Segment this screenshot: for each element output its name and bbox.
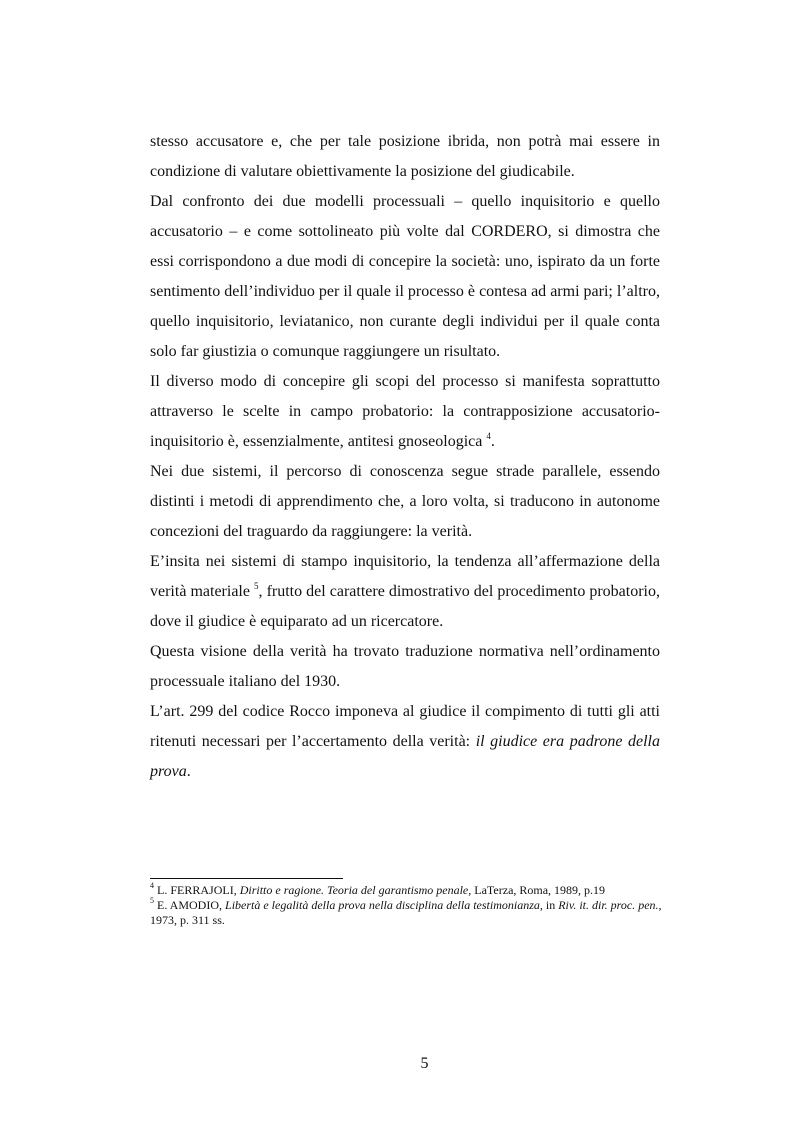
footnote-separator	[150, 878, 343, 879]
footnote-4: $^4$ L. FERRAJOLI, Diritto e ragione. Teoria del garantismo penale, LaTerza, Roma, 1989, p.19	[150, 881, 606, 897]
paragraph: L’art. 299 del codice Rocco imponeva al giudice il compimento di tutti gli atti ritenuti necessari per l’accertamento della verità: il giudice era padrone della prova.	[150, 703, 660, 780]
footnote-ref: 4	[486, 430, 491, 441]
paragraph: Questa visione della verità ha trovato traduzione normativa nell’ordinamento processuale italiano del 1930.	[150, 643, 660, 690]
footnote-ref: 5	[254, 580, 259, 591]
paragraph: E’insita nei sistemi di stampo inquisitorio, la tendenza all’affermazione della verità materiale $^5$, frutto del carattere dimostrativo del procedimento probatorio, dove il giudice è equiparato ad un ricercatore.	[150, 553, 661, 630]
paragraph: Il diverso modo di concepire gli scopi del processo si manifesta soprattutto attraverso le scelte in campo probatorio: la contrapposizione accusatorio-inquisitorio è, essenzialmente, antitesi gnoseologica $^4$.	[150, 373, 660, 450]
paragraph: Nei due sistemi, il percorso di conoscenza segue strade parallele, essendo distinti i metodi di apprendimento che, a loro volta, si traducono in autonome concezioni del traguardo da raggiungere: la verità.	[150, 463, 660, 540]
page-number: 5	[420, 1055, 429, 1072]
footnotes	[150, 883, 670, 928]
italic-text: il giudice era padrone della prova	[150, 733, 660, 780]
paragraph: stesso accusatore e, che per tale posizione ibrida, non potrà mai essere in condizione di valutare obiettivamente la posizione del giudicabile.	[150, 133, 660, 180]
paragraph: Dal confronto dei due modelli processuali – quello inquisitorio e quello accusatorio – e come sottolineato più volte dal CORDERO, si dimostra che essi corrispondono a due modi di concepire la società: uno, ispirato da un forte sentimento dell’individuo per il quale il processo è contesa ad armi pari; l’altro, quello inquisitorio, leviatanico, non curante degli individui per il quale conta solo far giustizia o comunque raggiungere un risultato.	[150, 193, 660, 360]
author-name: CORDERO	[471, 223, 548, 240]
footnote-5: $^5$ E. AMODIO, Libertà e legalità della prova nella disciplina della testimonianza, in Riv. it. dir. proc. pen., 1973, p. 311 ss.	[150, 896, 662, 927]
body-text	[150, 127, 660, 787]
